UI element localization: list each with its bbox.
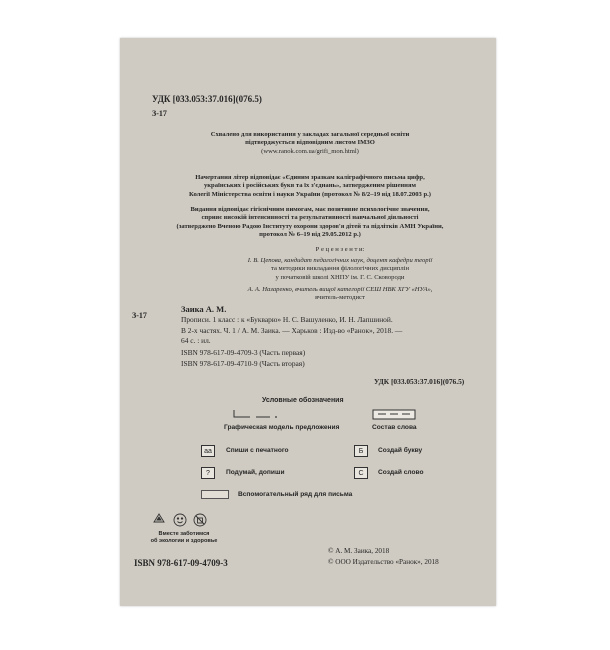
approval-line-1: Схвалено для використання у закладах загальної середньої освіти [210,131,410,138]
copyright-block [328,546,439,568]
auxiliary-row-label: Вспомогательный ряд для письма [238,491,353,498]
hygiene-line-4: протокол № 6–19 від 29.05.2012 р.) [259,231,361,239]
letters-line-2: українських і російських букв та їх з'єднань», затвердженим рішенням [203,182,417,190]
recycle-icon [154,514,164,522]
bibliographic-description [181,315,402,347]
smile-icon [174,514,186,526]
reviewer-2-line-2: вчитель-методист [315,294,365,302]
sentence-model-icon [232,408,284,420]
create-word-icon: С [354,467,368,479]
approval-block [160,131,460,156]
reviewers-title: Р е ц е н з е н т и: [315,246,365,253]
isbn-part-2: ISBN 978-617-09-4710-9 (Часть вторая) [181,358,305,368]
copy-printed-icon: аа [201,445,215,457]
hygiene-block [130,206,490,240]
letters-block [140,174,480,199]
isbn-bottom: ISBN 978-617-09-4709-3 [134,558,228,568]
code-mid: З-17 [132,311,147,320]
isbn-part-1: ISBN 978-617-09-4709-3 (Часть первая) [181,348,306,357]
think-finish-label: Подумай, допиши [226,469,285,476]
sentence-model-label: Графическая модель предложения [224,424,340,431]
reviewer-1-line-3: у початковій школі ХНПУ ім. Г. С. Сковороди [275,273,405,281]
create-word-label: Создай слово [378,469,424,476]
word-composition-icon [372,409,416,421]
letters-line-3: Колегії Міністерства освіти і науки України (протокол № 8/2–19 від 18.07.2003 р.) [189,190,431,198]
letters-line-1: Начертания літер відповідає «Єдиним зразкам каліграфічного письма цифр, [195,174,425,181]
reviewer-1-line-2: та методики викладання філологічних дисциплін [271,265,409,273]
think-finish-icon: ? [201,467,215,479]
create-letter-label: Создай букву [378,447,423,454]
copy-printed-label: Спиши с печатного [226,447,289,454]
auxiliary-row-icon [201,490,229,499]
code-top: З-17 [152,109,167,118]
word-composition-label: Состав слова [372,424,417,431]
eco-caption-line-1: Вместе заботимся [158,531,210,537]
reviewer-2 [180,286,496,303]
approval-line-2: підтверджується відповідним листом ІМЗО [245,139,375,147]
bib-line-1: Прописи. 1 класс : к «Букварю» Н. С. Вашуленко, И. Н. Лапшиной. [181,315,393,324]
hygiene-line-1: Видання відповідає гігієнічним вимогам, має позитивне психологічне значення, [190,206,430,213]
book-page [120,38,496,606]
eco-caption [150,531,218,545]
udk-top: УДК [033.053:37.016](076.5) [152,94,262,104]
reviewer-2-line-1: А. А. Назаренко, вчитель вищої категорії СЕШ НВК ХГУ «НУА», [247,286,433,293]
eco-icons [150,512,218,530]
no-litter-icon [194,514,206,526]
create-letter-icon: Б [354,445,368,457]
hygiene-line-3: (затверджено Вченою Радою Інституту охорони здоров'я дітей та підлітків АМН України, [176,222,444,230]
copyright-line-1: © А. М. Заика, 2018 [328,547,390,555]
approval-line-3: (www.ranok.com.ua/grifi_mon.html) [261,147,359,155]
eco-caption-line-2: об экологии и здоровье [150,538,218,544]
reviewer-1 [180,257,496,282]
reviewer-1-line-1: І. В. Цепова, кандидат педагогічних наук, доцент кафедри теорії [247,257,433,264]
bib-line-3: 64 с. : ил. [181,336,211,345]
udk-right: УДК [033.053:37.016](076.5) [374,377,465,386]
author: Заика А. М. [181,304,227,314]
bib-line-2: В 2-х частях. Ч. 1 / А. М. Заика. — Харьков : Изд-во «Ранок», 2018. — [181,325,403,335]
hygiene-line-2: сприяє високій інтенсивності та результативності навчальної діяльності [201,214,419,222]
legend-title: Условные обозначения [262,397,344,404]
copyright-line-2: © ООО Издательство «Ранок», 2018 [328,558,439,566]
isbn-block [181,348,305,369]
